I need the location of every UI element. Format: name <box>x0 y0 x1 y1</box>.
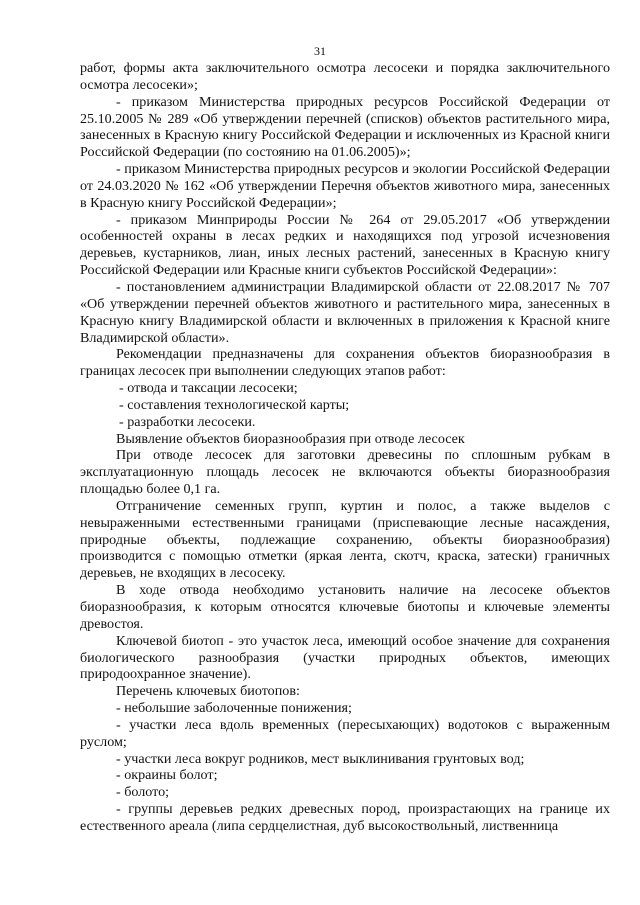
paragraph-order-264: - приказом Минприроды России № 264 от 29.05.2017 «Об утверждении особенностей охраны в лесах редких и находящихся под угрозой исчезновения деревьев, кустарников, лиан, иных лесных растений, занесенных в Красную книгу Российской Федерации или Красные книги субъектов Российской Федерации»: <box>80 211 610 279</box>
paragraph-continuation: работ, формы акта заключительного осмотра лесосеки и порядка заключительного осмотра лесосеки»; <box>80 60 610 93</box>
paragraph-resolution-707: - постановлением администрации Владимирской области от 22.08.2017 № 707 «Об утверждении перечней объектов животного и растительного мира, занесенных в Красную книгу Владимирской области и включенных в приложения к Красной книге Владимирской области». <box>80 278 610 346</box>
paragraph-biodiversity-check: В ходе отвода необходимо установить наличие на лесосеке объектов биоразнообразия, к которым относятся ключевые биотопы и ключевые элементы древостоя. <box>80 582 610 632</box>
stage-item: - разработки лесосеки. <box>119 413 256 430</box>
stage-item: - составления технологической карты; <box>119 396 350 413</box>
biotope-item: - небольшие заболоченные понижения; <box>116 700 352 717</box>
document-body <box>80 60 610 835</box>
paragraph-biotope-list-title: Перечень ключевых биотопов: <box>116 683 300 700</box>
biotope-item: - болото; <box>116 784 170 801</box>
paragraph-order-162: - приказом Министерства природных ресурсов и экологии Российской Федерации от 24.03.2020 № 162 «Об утверждении Перечня объектов животного мира, занесенных в Красную книгу Российской Федерации»; <box>80 161 610 211</box>
biotope-item: - участки леса вокруг родников, мест выклинивания грунтовых вод; <box>116 750 525 767</box>
paragraph-order-289: - приказом Министерства природных ресурсов Российской Федерации от 25.10.2005 № 289 «Об утверждении перечней (списков) объектов растительного мира, занесенных в Красную книгу Российской Федерации и исключенных из Красной книги Российской Федерации (по состоянию на 01.06.2005)»; <box>80 93 610 161</box>
paragraph-allotment: При отводе лесосек для заготовки древесины по сплошным рубкам в эксплуатационную площадь лесосек не включаются объекты биоразнообразия площадью более 0,1 га. <box>80 447 610 498</box>
section-heading: Выявление объектов биоразнообразия при отводе лесосек <box>116 430 465 447</box>
page-number: 31 <box>314 44 326 58</box>
paragraph-key-biotope-definition: Ключевой биотоп - это участок леса, имеющий особое значение для сохранения биологического разнообразия (участки природных объектов, имеющих природоохранное значение). <box>80 632 610 683</box>
paragraph-recommendations: Рекомендации предназначены для сохранения объектов биоразнообразия в границах лесосек при выполнении следующих этапов работ: <box>80 346 610 380</box>
paragraph-delimitation: Отграничение семенных групп, куртин и полос, а также выделов с невыраженными естественными границами (приспевающие лесные насаждения, природные объекты, подлежащие сохранению, объекты биоразнообразия) производится с помощью отметки (яркая лента, скотч, краска, затески) граничных деревьев, не входящих в лесосеку. <box>80 497 610 582</box>
biotope-item: - участки леса вдоль временных (пересыхающих) водотоков с выраженным руслом; <box>80 716 610 750</box>
stage-item: - отвода и таксации лесосеки; <box>119 380 298 397</box>
biotope-item: - окраины болот; <box>116 767 218 784</box>
biotope-item: - группы деревьев редких древесных пород, произрастающих на границе их естественного ареала (липа сердцелистная, дуб высокоствольный, лиственница <box>80 801 610 834</box>
